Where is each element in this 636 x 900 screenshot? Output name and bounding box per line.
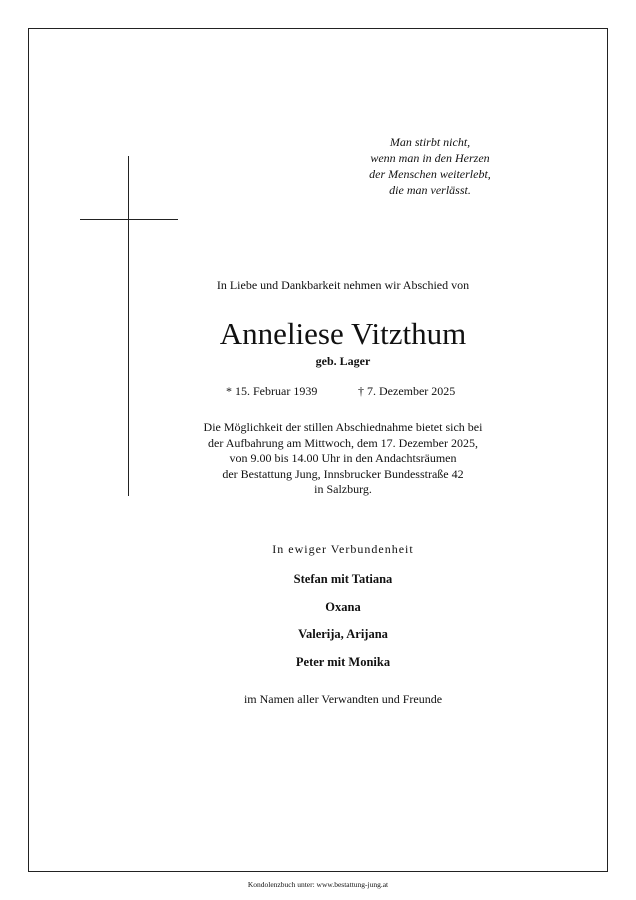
- condolence-footer: Kondolenzbuch unter: www.bestattung-jung.at: [247, 880, 389, 889]
- mourner-name: Oxana: [325, 599, 361, 614]
- life-dates: [226, 384, 506, 399]
- info-line: der Aufbahrung am Mittwoch, dem 17. Dezember 2025,: [208, 435, 478, 450]
- info-line: von 9.00 bis 14.00 Uhr in den Andachtsräumen: [229, 451, 457, 465]
- quote-line: Man stirbt nicht,: [389, 135, 471, 149]
- quote-line: wenn man in den Herzen: [370, 151, 490, 165]
- death-date: † 7. Dezember 2025: [358, 384, 456, 398]
- memorial-quote: [340, 134, 520, 198]
- info-line: in Salzburg.: [314, 482, 372, 496]
- maiden-name: geb. Lager: [315, 354, 371, 368]
- relatives-line: im Namen aller Verwandten und Freunde: [243, 692, 443, 706]
- info-line: der Bestattung Jung, Innsbrucker Bundesstraße 42: [222, 466, 464, 481]
- info-line: Die Möglichkeit der stillen Abschiednahme bietet sich bei: [203, 420, 483, 434]
- mourner-name: Stefan mit Tatiana: [293, 572, 393, 586]
- mourner-name: Valerija, Arijana: [298, 627, 388, 641]
- quote-line: der Menschen weiterlebt,: [369, 167, 491, 181]
- farewell-info: [0, 420, 636, 498]
- deceased-name: Anneliese Vitzthum: [219, 316, 467, 351]
- quote-line: die man verlässt.: [389, 183, 471, 197]
- mourners-list: [0, 572, 636, 682]
- mourner-name: Peter mit Monika: [295, 654, 391, 669]
- cross-icon-bar: [80, 219, 178, 220]
- closing-phrase: In ewiger Verbundenheit: [272, 542, 414, 556]
- birth-date: * 15. Februar 1939: [226, 384, 318, 398]
- intro-text: In Liebe und Dankbarkeit nehmen wir Abschied von: [216, 278, 470, 292]
